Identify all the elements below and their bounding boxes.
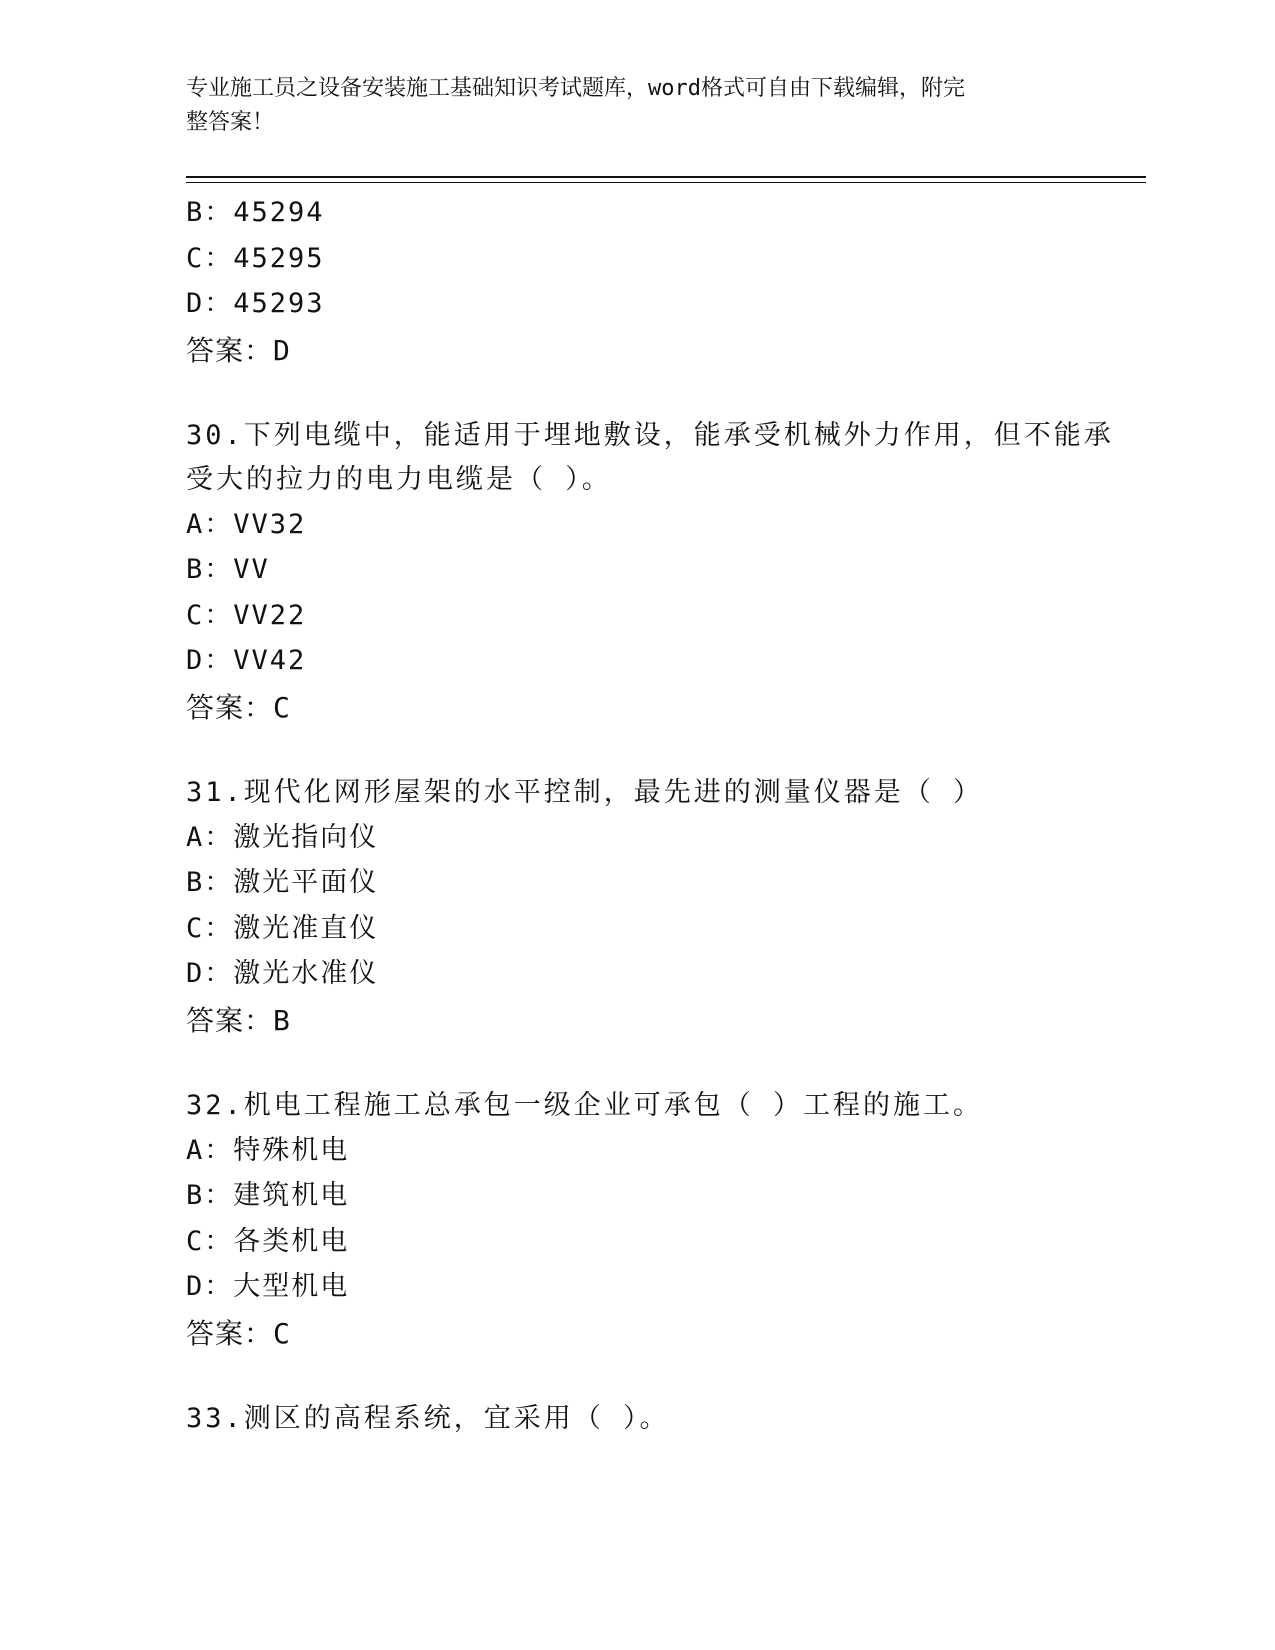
option-c: C：激光准直仪 xyxy=(186,912,379,944)
header-divider-thick xyxy=(186,176,1146,178)
option-a: A：激光指向仪 xyxy=(186,821,379,853)
option-d: D：激光水准仪 xyxy=(186,958,379,989)
header-divider-thin xyxy=(186,182,1146,183)
question-stem: 32.机电工程施工总承包一级企业可承包（ ）工程的施工。 xyxy=(186,1089,984,1121)
option-d: D：大型机电 xyxy=(186,1271,350,1302)
question-stem: 30.下列电缆中，能适用于埋地敷设，能承受机械外力作用，但不能承 xyxy=(186,419,1114,451)
option-b: B：建筑机电 xyxy=(186,1180,350,1211)
answer: 答案：C xyxy=(186,690,291,724)
question-stem: 33.测区的高程系统，宜采用（ ）。 xyxy=(186,1402,670,1434)
answer: 答案：C xyxy=(186,1316,291,1350)
question-30 xyxy=(186,414,1114,731)
question-32 xyxy=(186,1084,1086,1357)
question-list xyxy=(186,190,1114,1441)
question-31 xyxy=(186,771,1086,1044)
question-stem: 受大的拉力的电力电缆是（ ）。 xyxy=(186,463,612,495)
answer: 答案：B xyxy=(186,1003,291,1037)
option-a: A：VV32 xyxy=(186,508,307,540)
option-d: D：VV42 xyxy=(186,645,307,676)
option-b: B：VV xyxy=(186,554,270,585)
question-33 xyxy=(186,1397,1086,1441)
document-header xyxy=(186,72,1066,140)
option-a: A：特殊机电 xyxy=(186,1134,350,1166)
question-stem: 31.现代化网形屋架的水平控制，最先进的测量仪器是（ ） xyxy=(186,776,984,808)
answer: 答案：D xyxy=(186,333,291,367)
question-29-tail xyxy=(186,190,1086,374)
header-line-2: 整答案！ xyxy=(186,110,275,135)
option-c: C：45295 xyxy=(186,242,325,274)
option-c: C：VV22 xyxy=(186,599,307,631)
option-c: C：各类机电 xyxy=(186,1225,350,1257)
option-d: D：45293 xyxy=(186,288,325,319)
header-line-1: 专业施工员之设备安装施工基础知识考试题库，word格式可自由下载编辑，附完 xyxy=(186,76,965,101)
option-b: B：45294 xyxy=(186,197,325,228)
option-b: B：激光平面仪 xyxy=(186,867,379,898)
